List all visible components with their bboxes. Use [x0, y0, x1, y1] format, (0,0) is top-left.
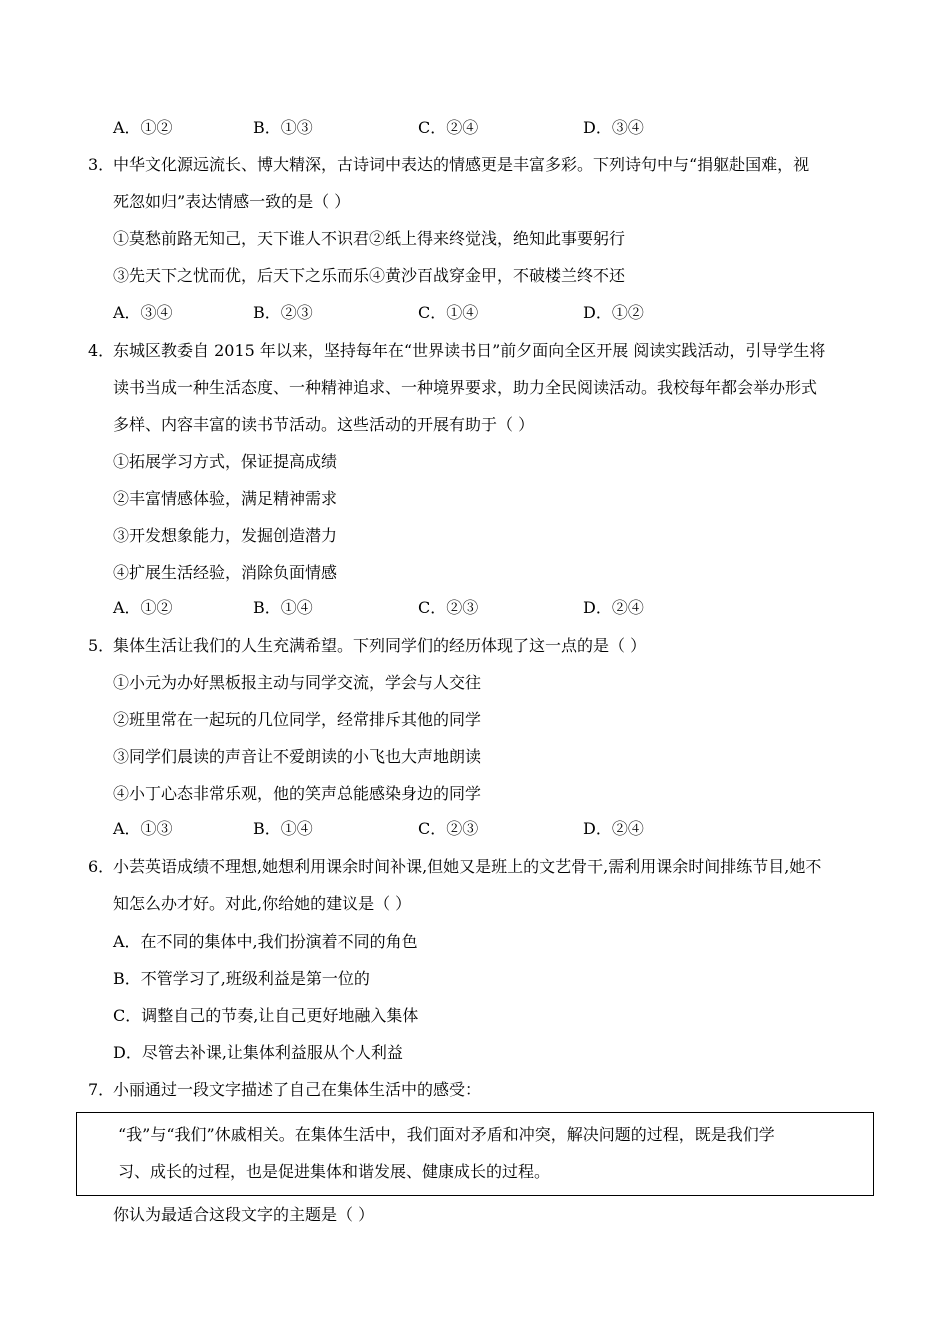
q6-option-b: B．不管学习了,班级利益是第一位的: [113, 969, 370, 988]
q3-option-a: A．③④: [113, 303, 173, 322]
q4-option-b: B．①④: [253, 598, 313, 617]
q6-option-c: C．调整自己的节奏,让自己更好地融入集体: [113, 1006, 419, 1025]
q4-stem-line1: 东城区教委自 2015 年以来，坚持每年在“世界读书日”前夕面向全区开展 阅读实践活动，引导学生将: [113, 341, 826, 360]
q3-option-b: B．②③: [253, 303, 313, 322]
q6-stem-line2: 知怎么办才好。对此,你给她的建议是（ ）: [113, 894, 412, 913]
q5-number: 5．: [88, 636, 115, 655]
q4-stem-line3: 多样、内容丰富的读书节活动。这些活动的开展有助于（ ）: [113, 415, 535, 434]
q4-option-d: D．②④: [583, 598, 644, 617]
q3-item-2: ③先天下之忧而优，后天下之乐而乐④黄沙百战穿金甲，不破楼兰终不还: [113, 266, 626, 285]
q5-item-1: ①小元为办好黑板报主动与同学交流，学会与人交往: [113, 673, 482, 692]
q7-quote-line2: 习、成长的过程，也是促进集体和谐发展、健康成长的过程。: [118, 1162, 551, 1181]
q7-quote-line1: “我”与“我们”休戚相关。在集体生活中，我们面对矛盾和冲突，解决问题的过程，既是我们学: [118, 1125, 775, 1144]
q4-option-c: C．②③: [418, 598, 479, 617]
q2-option-b: B．①③: [253, 118, 313, 137]
q7-number: 7．: [88, 1080, 115, 1099]
q2-option-a: A．①②: [113, 118, 173, 137]
q6-number: 6．: [88, 857, 115, 876]
q4-item-4: ④扩展生活经验，消除负面情感: [113, 563, 338, 582]
q6-stem-line1: 小芸英语成绩不理想,她想利用课余时间补课,但她又是班上的文艺骨干,需利用课余时间排练节目,她不: [113, 857, 822, 876]
q4-option-a: A．①②: [113, 598, 173, 617]
q5-item-3: ③同学们晨读的声音让不爱朗读的小飞也大声地朗读: [113, 747, 482, 766]
q6-option-a: A．在不同的集体中,我们扮演着不同的角色: [113, 932, 418, 951]
q4-stem-line2: 读书当成一种生活态度、一种精神追求、一种境界要求，助力全民阅读活动。我校每年都会举办形式: [113, 378, 818, 397]
q4-item-2: ②丰富情感体验，满足精神需求: [113, 489, 338, 508]
q6-option-d: D．尽管去补课,让集体利益服从个人利益: [113, 1043, 403, 1062]
q5-option-a: A．①③: [113, 819, 173, 838]
q5-stem: 集体生活让我们的人生充满希望。下列同学们的经历体现了这一点的是（ ）: [113, 636, 647, 655]
q3-option-c: C．①④: [418, 303, 479, 322]
q3-option-d: D．①②: [583, 303, 644, 322]
q4-item-1: ①拓展学习方式，保证提高成绩: [113, 452, 338, 471]
q5-option-d: D．②④: [583, 819, 644, 838]
q2-option-d: D．③④: [583, 118, 644, 137]
q7-stem-line1: 小丽通过一段文字描述了自己在集体生活中的感受：: [113, 1080, 482, 1099]
q4-number: 4．: [88, 341, 115, 360]
q2-option-c: C．②④: [418, 118, 479, 137]
q5-item-4: ④小丁心态非常乐观，他的笑声总能感染身边的同学: [113, 784, 482, 803]
q5-option-c: C．②③: [418, 819, 479, 838]
q3-item-1: ①莫愁前路无知己，天下谁人不识君②纸上得来终觉浅，绝知此事要躬行: [113, 229, 626, 248]
q3-stem-line1: 中华文化源远流长、博大精深，古诗词中表达的情感更是丰富多彩。下列诗句中与“捐躯赴国难，视: [113, 155, 810, 174]
q5-option-b: B．①④: [253, 819, 313, 838]
q3-stem-line2: 死忽如归”表达情感一致的是（ ）: [113, 192, 351, 211]
q3-number: 3．: [88, 155, 115, 174]
q5-item-2: ②班里常在一起玩的几位同学，经常排斥其他的同学: [113, 710, 482, 729]
q7-stem-line2: 你认为最适合这段文字的主题是（ ）: [113, 1205, 375, 1224]
q4-item-3: ③开发想象能力，发掘创造潜力: [113, 526, 338, 545]
